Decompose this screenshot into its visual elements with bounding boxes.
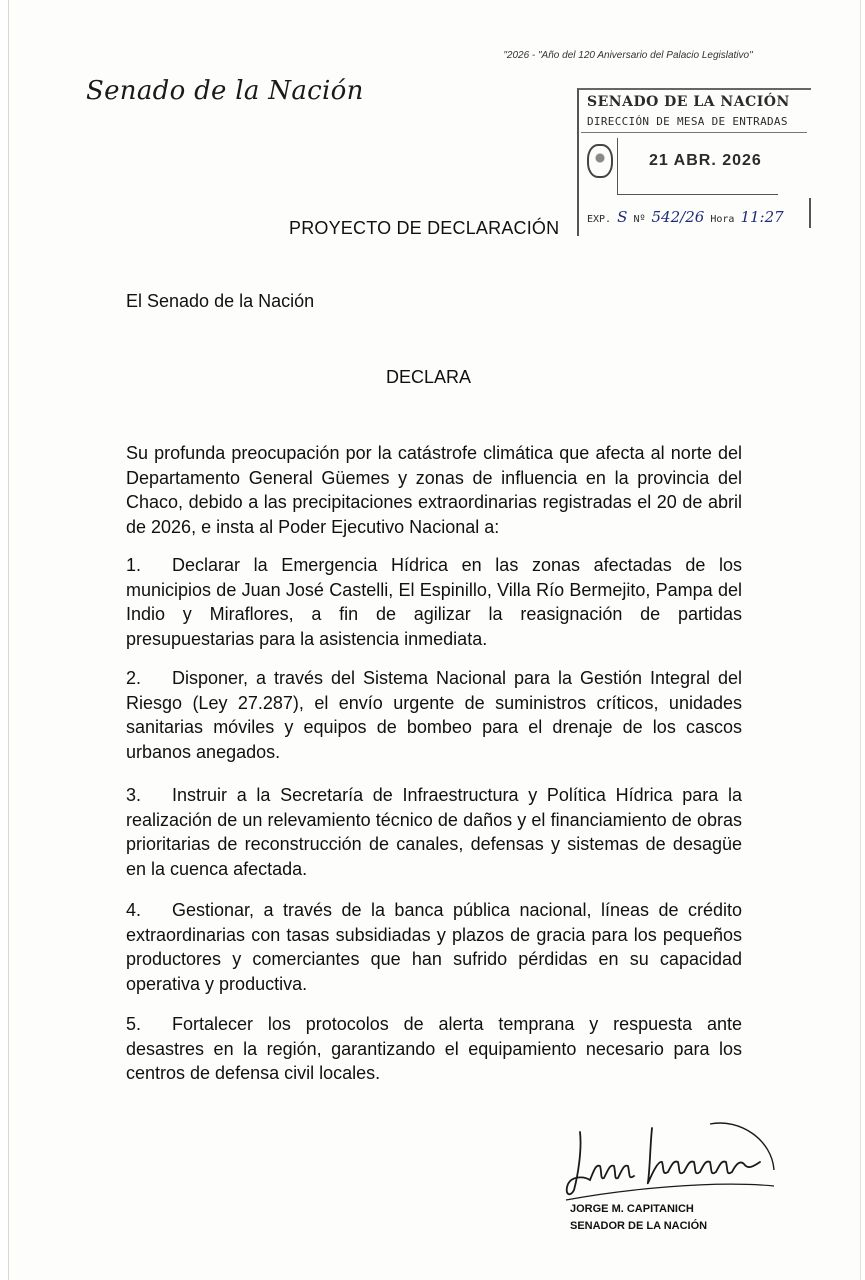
list-item-number: 5. xyxy=(126,1014,142,1034)
stamp-hora-label: Hora xyxy=(710,214,735,225)
stamp-date: 21 ABR. 2026 xyxy=(649,152,762,169)
signatory-title: SENADOR DE LA NACIÓN xyxy=(570,1220,708,1232)
list-item xyxy=(126,898,742,996)
list-item-number: 2. xyxy=(126,668,142,688)
letterhead: Senado de la Nación xyxy=(86,76,364,106)
list-item-number: 4. xyxy=(126,900,142,920)
stamp-exp-label: EXP. xyxy=(587,214,612,225)
document-intro: El Senado de la Nación xyxy=(126,291,315,311)
stamp-nro-label: Nº xyxy=(633,214,646,225)
stamp-office: DIRECCIÓN DE MESA DE ENTRADAS xyxy=(587,115,788,128)
list-item-number: 1. xyxy=(126,555,142,575)
document-title: PROYECTO DE DECLARACIÓN xyxy=(289,218,560,238)
stamp-hora-value: 11:27 xyxy=(740,208,784,226)
list-item xyxy=(126,1012,742,1086)
preamble-paragraph: Su profunda preocupación por la catástrofe climática que afecta al norte del Departamento General Güemes y zonas de influencia en la provincia del Chaco, debido a las precipitaciones extraordinarias registradas el 20 de abril de 2026, e insta al Poder Ejecutivo Nacional a: xyxy=(126,443,742,537)
list-item xyxy=(126,553,742,651)
list-item-text: Disponer, a través del Sistema Nacional para la Gestión Integral del Riesgo (Ley 27.287), el envío urgente de suministros críticos, unidades sanitarias móviles y equipos de bombeo para el drenaje de los cascos urbanos anegados. xyxy=(126,668,742,762)
coat-of-arms-icon xyxy=(587,144,613,178)
stamp-exp-number: 542/26 xyxy=(651,208,705,226)
list-item-text: Fortalecer los protocolos de alerta temprana y respuesta ante desastres en la región, garantizando el equipamiento necesario para los centros de defensa civil locales. xyxy=(126,1014,742,1083)
stamp-exp-letter: S xyxy=(617,208,628,226)
stamp-divider xyxy=(581,132,807,133)
list-item-text: Gestionar, a través de la banca pública nacional, líneas de crédito extraordinarias con tasas subsidiadas y plazos de gracia para los pequeños productores y comerciantes que han sufrido pérdidas en su capacidad operativa y productiva. xyxy=(126,900,742,994)
list-item xyxy=(126,666,742,764)
reception-stamp xyxy=(577,88,811,236)
stamp-institution: SENADO DE LA NACIÓN xyxy=(587,94,790,110)
list-item-text: Declarar la Emergencia Hídrica en las zonas afectadas de los municipios de Juan José Castelli, El Espinillo, Villa Río Bermejito, Pampa del Indio y Miraflores, a fin de agilizar la reasignación de partidas presupuestarias para la asistencia inmediata. xyxy=(126,555,742,649)
motto-line: "2026 - "Año del 120 Aniversario del Palacio Legislativo" xyxy=(503,50,753,61)
stamp-file-line xyxy=(587,208,784,226)
stamp-edge xyxy=(809,198,811,228)
list-item-number: 3. xyxy=(126,785,142,805)
document-declara-heading: DECLARA xyxy=(386,367,472,387)
signatory-name: JORGE M. CAPITANICH xyxy=(570,1203,694,1215)
handwritten-signature xyxy=(560,1120,780,1205)
list-item xyxy=(126,783,742,881)
list-item-text: Instruir a la Secretaría de Infraestructura y Política Hídrica para la realización de un relevamiento técnico de daños y el financiamiento de obras prioritarias de reconstrucción de canales, defensas y sistemas de desagüe en la cuenca afectada. xyxy=(126,785,742,879)
